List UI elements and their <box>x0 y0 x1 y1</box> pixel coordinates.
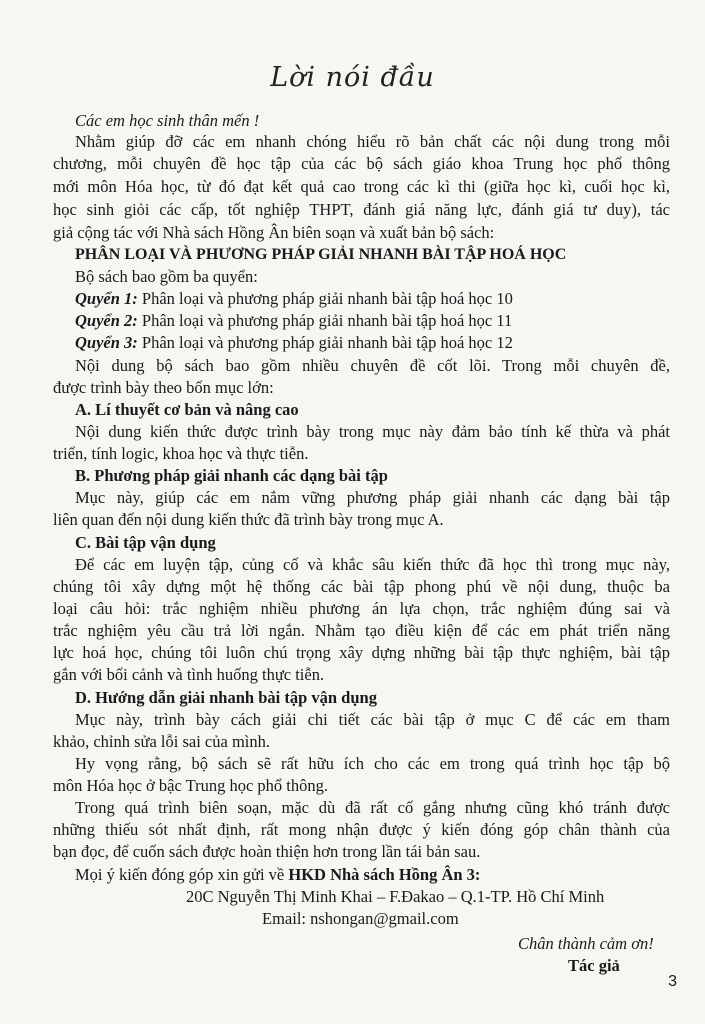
volume-item <box>75 332 705 353</box>
section-c-text: chúng tôi xây dựng một hệ thống các bài tập phong phú về nội dung, thuộc ba <box>53 577 670 596</box>
closing-line: Hy vọng rằng, bộ sách sẽ rất hữu ích cho các em trong quá trình học tập bộ <box>75 754 670 773</box>
volume-text: Phân loại và phương pháp giải nhanh bài tập hoá học 10 <box>137 289 513 308</box>
volume-item <box>75 288 705 309</box>
section-d-text: Mục này, trình bày cách giải chi tiết các bài tập ở mục C để các em tham <box>75 710 670 729</box>
email: Email: nshongan@gmail.com <box>262 909 459 928</box>
volume-label: Quyển 1: <box>75 289 138 308</box>
intro-line: mới môn Hóa học, từ đó đạt kết quả cao trong các kì thi (giữa học kì, cuối học kì, <box>53 177 670 196</box>
series-intro: Bộ sách bao gồm ba quyển: <box>75 267 258 286</box>
closing-line: Trong quá trình biên soạn, mặc dù đã rất cố gắng nhưng cũng khó tránh được <box>75 798 670 817</box>
content-intro-line: Nội dung bộ sách bao gồm nhiều chuyên đề cốt lõi. Trong mỗi chuyên đề, <box>75 356 670 375</box>
address: 20C Nguyễn Thị Minh Khai – F.Đakao – Q.1-TP. Hồ Chí Minh <box>186 887 605 906</box>
closing-line: môn Hóa học ở bậc Trung học phổ thông. <box>53 776 328 795</box>
section-b-heading: B. Phương pháp giải nhanh các dạng bài tập <box>75 466 388 485</box>
volume-text: Phân loại và phương pháp giải nhanh bài tập hoá học 12 <box>137 333 513 352</box>
section-b-text: liên quan đến nội dung kiến thức đã trình bày trong mục A. <box>53 510 444 529</box>
page-number: 3 <box>668 973 677 990</box>
page-title: Lời nói đầu <box>270 62 435 93</box>
volume-label: Quyển 2: <box>75 311 138 330</box>
volume-label: Quyển 3: <box>75 333 138 352</box>
section-d-text: khảo, chỉnh sửa lỗi sai của mình. <box>53 732 270 751</box>
intro-line: chương, mỗi chuyên đề học tập của các bộ sách giáo khoa Trung học phổ thông <box>53 154 670 173</box>
thanks: Chân thành cảm ơn! <box>518 934 654 953</box>
section-c-text: Để các em luyện tập, củng cố và khắc sâu kiến thức đã học thì trong mục này, <box>75 555 670 574</box>
section-a-text: triển, tính logic, khoa học và thực tiễn. <box>53 444 309 463</box>
intro-line: Nhằm giúp đỡ các em nhanh chóng hiểu rõ bản chất các nội dung trong mỗi <box>75 132 670 151</box>
closing-line: những thiếu sót nhất định, rất mong nhận được ý kiến đóng góp chân thành của <box>53 820 670 839</box>
author: Tác giả <box>568 956 620 975</box>
section-a-heading: A. Lí thuyết cơ bản và nâng cao <box>75 400 299 419</box>
content-intro-line: được trình bày theo bốn mục lớn: <box>53 378 274 397</box>
volume-text: Phân loại và phương pháp giải nhanh bài tập hoá học 11 <box>137 311 513 330</box>
section-c-text: loại câu hỏi: trắc nghiệm nhiều phương án lựa chọn, trắc nghiệm đúng sai và <box>53 599 670 618</box>
greeting: Các em học sinh thân mến ! <box>75 111 260 130</box>
closing-line: bạn đọc, để cuốn sách được hoàn thiện hơn trong lần tái bản sau. <box>53 842 481 861</box>
contact-name: HKD Nhà sách Hồng Ân 3: <box>288 865 481 884</box>
section-c-heading: C. Bài tập vận dụng <box>75 533 216 552</box>
section-a-text: Nội dung kiến thức được trình bày trong mục này đảm bảo tính kế thừa và phát <box>75 422 670 441</box>
section-c-text: lực hoá học, chúng tôi luôn chú trọng xây dựng những bài tập thực nghiệm, bài tập <box>53 643 670 662</box>
intro-line: giả cộng tác với Nhà sách Hồng Ân biên soạn và xuất bản bộ sách: <box>53 223 495 242</box>
section-b-text: Mục này, giúp các em nắm vững phương pháp giải nhanh các dạng bài tập <box>75 488 670 507</box>
section-c-text: gắn với bối cảnh và tình huống thực tiễn. <box>53 665 325 684</box>
section-d-heading: D. Hướng dẫn giải nhanh bài tập vận dụng <box>75 688 377 707</box>
contact-intro: Mọi ý kiến đóng góp xin gửi về <box>75 865 289 884</box>
section-c-text: trắc nghiệm yêu cầu trả lời ngắn. Nhằm tạo điều kiện để các em phát triển năng <box>53 621 670 640</box>
volume-item <box>75 310 705 331</box>
series-title: PHÂN LOẠI VÀ PHƯƠNG PHÁP GIẢI NHANH BÀI TẬP HOÁ HỌC <box>75 246 567 263</box>
contact-line <box>75 864 705 885</box>
intro-line: học sinh giỏi các cấp, tốt nghiệp THPT, đánh giá năng lực, đánh giá tư duy), tác <box>53 200 670 219</box>
